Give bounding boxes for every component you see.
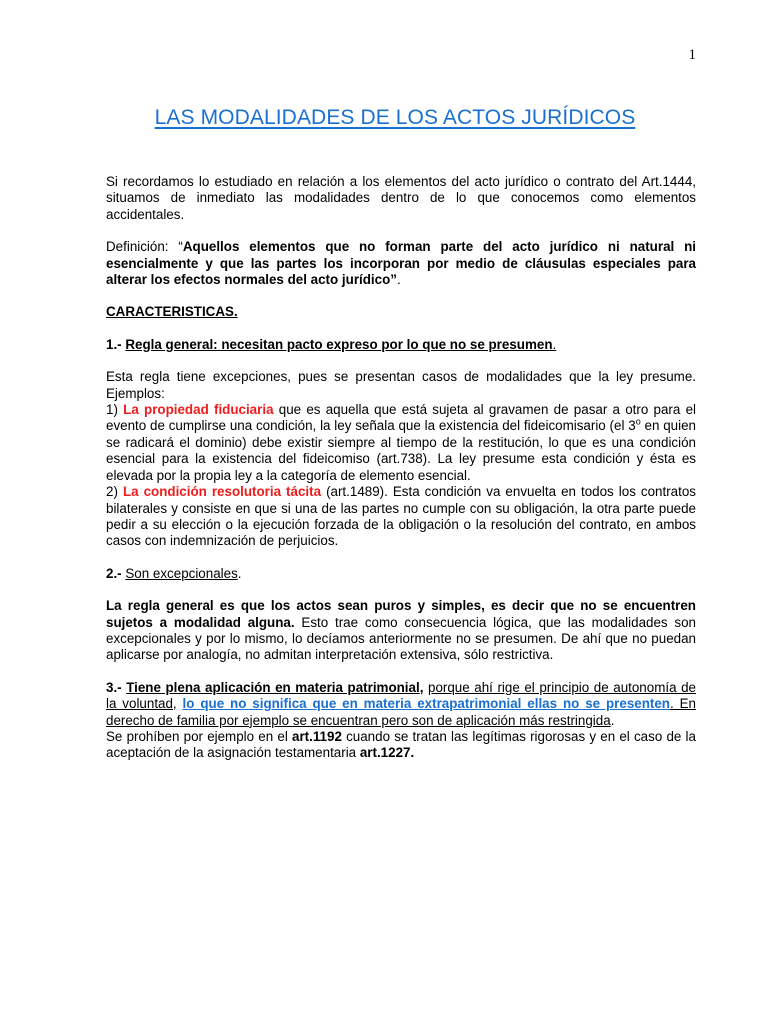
definition-suffix: .: [396, 272, 401, 288]
item3-comma: ,: [419, 679, 428, 695]
item3-period: .: [610, 712, 615, 728]
intro-paragraph: Si recordamos lo estudiado en relación a los elementos del acto jurídico o contrato del Art.1444, situamos de inmediato las modalidades dentro de lo que conocemos como elementos accidentales.: [106, 174, 696, 222]
example2-number: 2): [106, 484, 123, 500]
item3-art2: art.1227.: [359, 745, 415, 761]
example2-term: La condición resolutoria tácita: [122, 484, 322, 500]
item3-underlined-b: . En derecho de familia por ejemplo se encuentran pero son de aplicación más restringida: [106, 696, 696, 728]
item3-underlined-a: porque ahí rige el principio de autonomía de la voluntad,: [106, 679, 696, 712]
definition-paragraph: [106, 239, 696, 288]
item2-bold-text: La regla general es que los actos sean puros y simples, es decir que no se encuentren sujetos a modalidad alguna.: [106, 598, 696, 630]
definition-text: Aquellos elementos que no forman parte del acto jurídico ni natural ni esencialmente y que las partes los incorporan por medio de cláusulas especiales para alterar los efectos normales del acto jurídico”: [106, 239, 696, 288]
item3-number: 3.-: [106, 679, 127, 695]
example2-text: (art.1489). Esta condición va envuelta en todos los contratos bilaterales y consiste en que si una de las partes no cumple con su obligación, la otra parte puede pedir a su elección o la ejecución forzada de la obligación o la resolución del contrato, en ambos casos con indemnización de perjuicios.: [106, 484, 696, 549]
page-title: LAS MODALIDADES DE LOS ACTOS JURÍDICOS: [154, 106, 636, 129]
item2-number: 2.-: [106, 565, 126, 581]
page-number: 1: [688, 47, 696, 63]
item3-body: [106, 680, 696, 762]
item3-line2-b: cuando se tratan las legítimas rigorosas y en el caso de la aceptación de la asignación testamentaria: [106, 728, 696, 761]
item2-text: Esto trae como consecuencia lógica, que las modalidades son excepcionales y por lo mismo, lo decíamos anteriormente no se presumen. De ahí que no puedan aplicarse por analogía, no admitan interpretación extensiva, sólo restrictiva.: [106, 614, 696, 663]
document-body: [106, 174, 696, 778]
item2-body: [106, 598, 696, 664]
item1-heading-text: Regla general: necesitan pacto expreso por lo que no se presumen: [125, 336, 553, 352]
example1-text-a: que es aquella que está sujeta al gravamen de pasar a otro para el evento de cumplirse una condición, la ley señala que la existencia del fideicomisario (el 3: [106, 402, 696, 434]
item1-heading-end: .: [552, 336, 557, 352]
definition-prefix: Definición: “: [106, 239, 183, 255]
example1-text-b: en quien se radicará el dominio) debe existir siempre al tiempo de la restitución, lo que es una condición esencial para la existencia del fideicomiso (art.738). La ley presume esta condición y ésta es elevada por la propia ley a la categoría de elemento esencial.: [106, 418, 696, 483]
item3-line2-a: Se prohíben por ejemplo en el: [106, 728, 292, 744]
example1-term: La propiedad fiduciaria: [123, 402, 274, 418]
example1-superscript: o: [635, 417, 641, 427]
item2-heading-text: Son excepcionales: [125, 565, 238, 581]
characteristics-heading: [106, 304, 696, 320]
item1-intro: Esta regla tiene excepciones, pues se presentan casos de modalidades que la ley presume. Ejemplos:: [106, 369, 696, 401]
item3-heading-text: Tiene plena aplicación en materia patrimonial: [126, 679, 420, 695]
item1-body: [106, 369, 696, 549]
item3-blue-text: lo que no significa que en materia extrapatrimonial ellas no se presenten: [182, 696, 670, 712]
item1-heading: [106, 337, 696, 353]
item1-number: 1.-: [106, 336, 126, 352]
characteristics-heading-text: CARACTERISTICAS.: [106, 304, 238, 320]
item3-art1: art.1192: [292, 728, 342, 744]
item2-heading: [106, 566, 696, 582]
item2-heading-end: .: [237, 565, 242, 581]
example1-number: 1): [106, 402, 124, 418]
